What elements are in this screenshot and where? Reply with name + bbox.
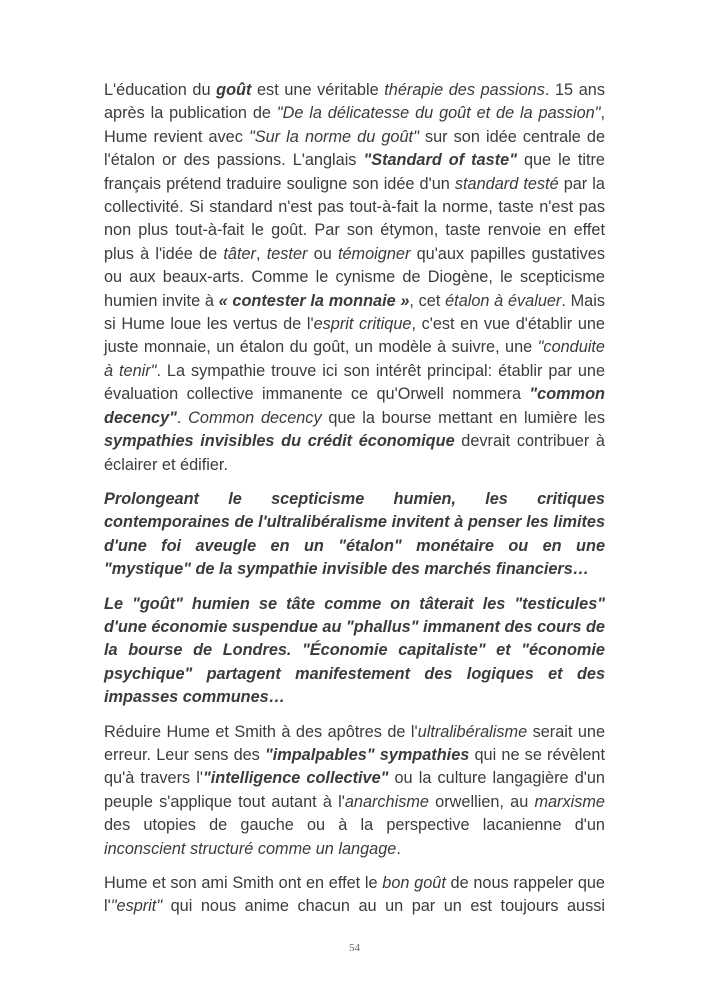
emphasis-italic: esprit critique xyxy=(313,315,412,334)
text-run: . Mais si Hume loue les vertus de l' xyxy=(104,291,605,334)
emphasis-italic: témoigner xyxy=(337,244,411,263)
text-run: est une véritable xyxy=(251,81,385,99)
emphasis-bold-italic: « contester la monnaie » xyxy=(218,291,410,310)
emphasis-italic: bon goût xyxy=(382,874,446,892)
text-run: . 15 ans après la publication de xyxy=(104,81,605,123)
text-run: par la collectivité. Si standard n'est pas tout-à-fait la norme, taste n'est pas non plus tout-à-fait le goût. Par son étymon, taste renvoie en effet plus à l'idée de xyxy=(104,174,605,263)
text-run: ou la culture langagière d'un peuple s'applique tout autant à l' xyxy=(104,769,605,811)
paragraph-4 xyxy=(104,721,605,861)
emphasis-bold-italic: sympathies invisibles du crédit économique xyxy=(104,432,455,451)
emphasis-italic: "De la délicatesse du goût et de la passion" xyxy=(276,104,601,123)
emphasis-italic: inconscient structuré comme un langage xyxy=(104,839,397,858)
text-run: . xyxy=(176,408,189,427)
text-run: qui nous anime chacun au un par un est toujours aussi xyxy=(162,897,605,916)
paragraph-3 xyxy=(104,593,605,710)
text-run: que la bourse mettant en lumière les xyxy=(321,408,605,427)
paragraph-2 xyxy=(104,488,605,582)
emphasis-italic: standard testé xyxy=(454,174,559,193)
emphasis-italic: ultralibéralisme xyxy=(417,722,528,741)
emphasis-bold-italic: goût xyxy=(216,81,252,99)
text-run: Le "goût" humien se tâte comme on tâterait les "testicules" d'une économie suspendue au "phallus" immanent des cours de la bourse de Londres. "Économie capitaliste" et "économie psychique" partagent manifestement des logiques et des impasses communes… xyxy=(104,594,605,707)
text-run: . La sympathie trouve ici son intérêt principal: établir par une évaluation collective immanente ce qu'Orwell nommera xyxy=(104,361,605,404)
emphasis-italic: thérapie des passions xyxy=(384,81,545,99)
document-page xyxy=(104,79,605,930)
text-run: , cet xyxy=(409,291,446,310)
text-run: devrait contribuer à éclairer et édifier. xyxy=(104,432,605,474)
text-run: . xyxy=(396,839,401,858)
emphasis-italic: anarchisme xyxy=(344,792,429,811)
text-run: Prolongeant le scepticisme humien, les critiques contemporaines de l'ultralibéralisme invitent à penser les limites d'une foi aveugle en un "étalon" monétaire ou en une "mystique" de la sympathie invisible des marchés financiers… xyxy=(104,489,605,579)
emphasis-italic: tâter xyxy=(223,244,256,263)
text-run: qui ne se révèlent qu'à travers l' xyxy=(104,745,605,788)
text-run: Réduire Hume et Smith à des apôtres de l' xyxy=(104,722,418,741)
text-run: que le titre français prétend traduire souligne son idée d'un xyxy=(104,151,605,193)
emphasis-italic: "Sur la norme du goût" xyxy=(248,127,419,146)
emphasis-italic: tester xyxy=(266,244,308,263)
text-run: des utopies de gauche ou à la perspective lacanienne d'un xyxy=(104,816,605,835)
paragraph-5 xyxy=(104,872,605,919)
text-run: L'éducation du xyxy=(104,81,217,99)
text-run: Hume et son ami Smith ont en effet le xyxy=(104,874,383,892)
text-run: serait une erreur. Leur sens des xyxy=(104,722,606,764)
text-run: de nous rappeler que l' xyxy=(104,874,605,916)
emphasis-bold-italic: "intelligence collective" xyxy=(203,769,389,788)
text-run: ou xyxy=(307,244,338,263)
emphasis-italic: "conduite à tenir" xyxy=(104,338,605,380)
emphasis-italic: Common decency xyxy=(188,408,322,427)
text-run: sur son idée centrale de l'étalon or des passions. L'anglais xyxy=(104,127,605,170)
emphasis-italic: étalon à évaluer xyxy=(445,291,562,310)
text-run: , xyxy=(255,244,267,263)
emphasis-bold-italic: "Standard of taste" xyxy=(363,151,517,170)
emphasis-bold-italic: "common decency" xyxy=(104,385,605,427)
paragraph-1 xyxy=(104,79,605,477)
emphasis-italic: marxisme xyxy=(534,792,605,811)
emphasis-italic: "esprit" xyxy=(110,897,163,916)
text-run: qu'aux papilles gustatives ou aux beaux-arts. Comme le cynisme de Diogène, le scepticisme humien invite à xyxy=(104,244,605,310)
text-run: orwellien, au xyxy=(429,792,535,811)
page-number: 54 xyxy=(349,942,360,954)
text-run: , c'est en vue d'établir une juste monnaie, un étalon du goût, un modèle à suivre, une xyxy=(104,315,605,357)
text-run: , Hume revient avec xyxy=(104,104,605,146)
emphasis-bold-italic: "impalpables" sympathies xyxy=(265,745,470,764)
